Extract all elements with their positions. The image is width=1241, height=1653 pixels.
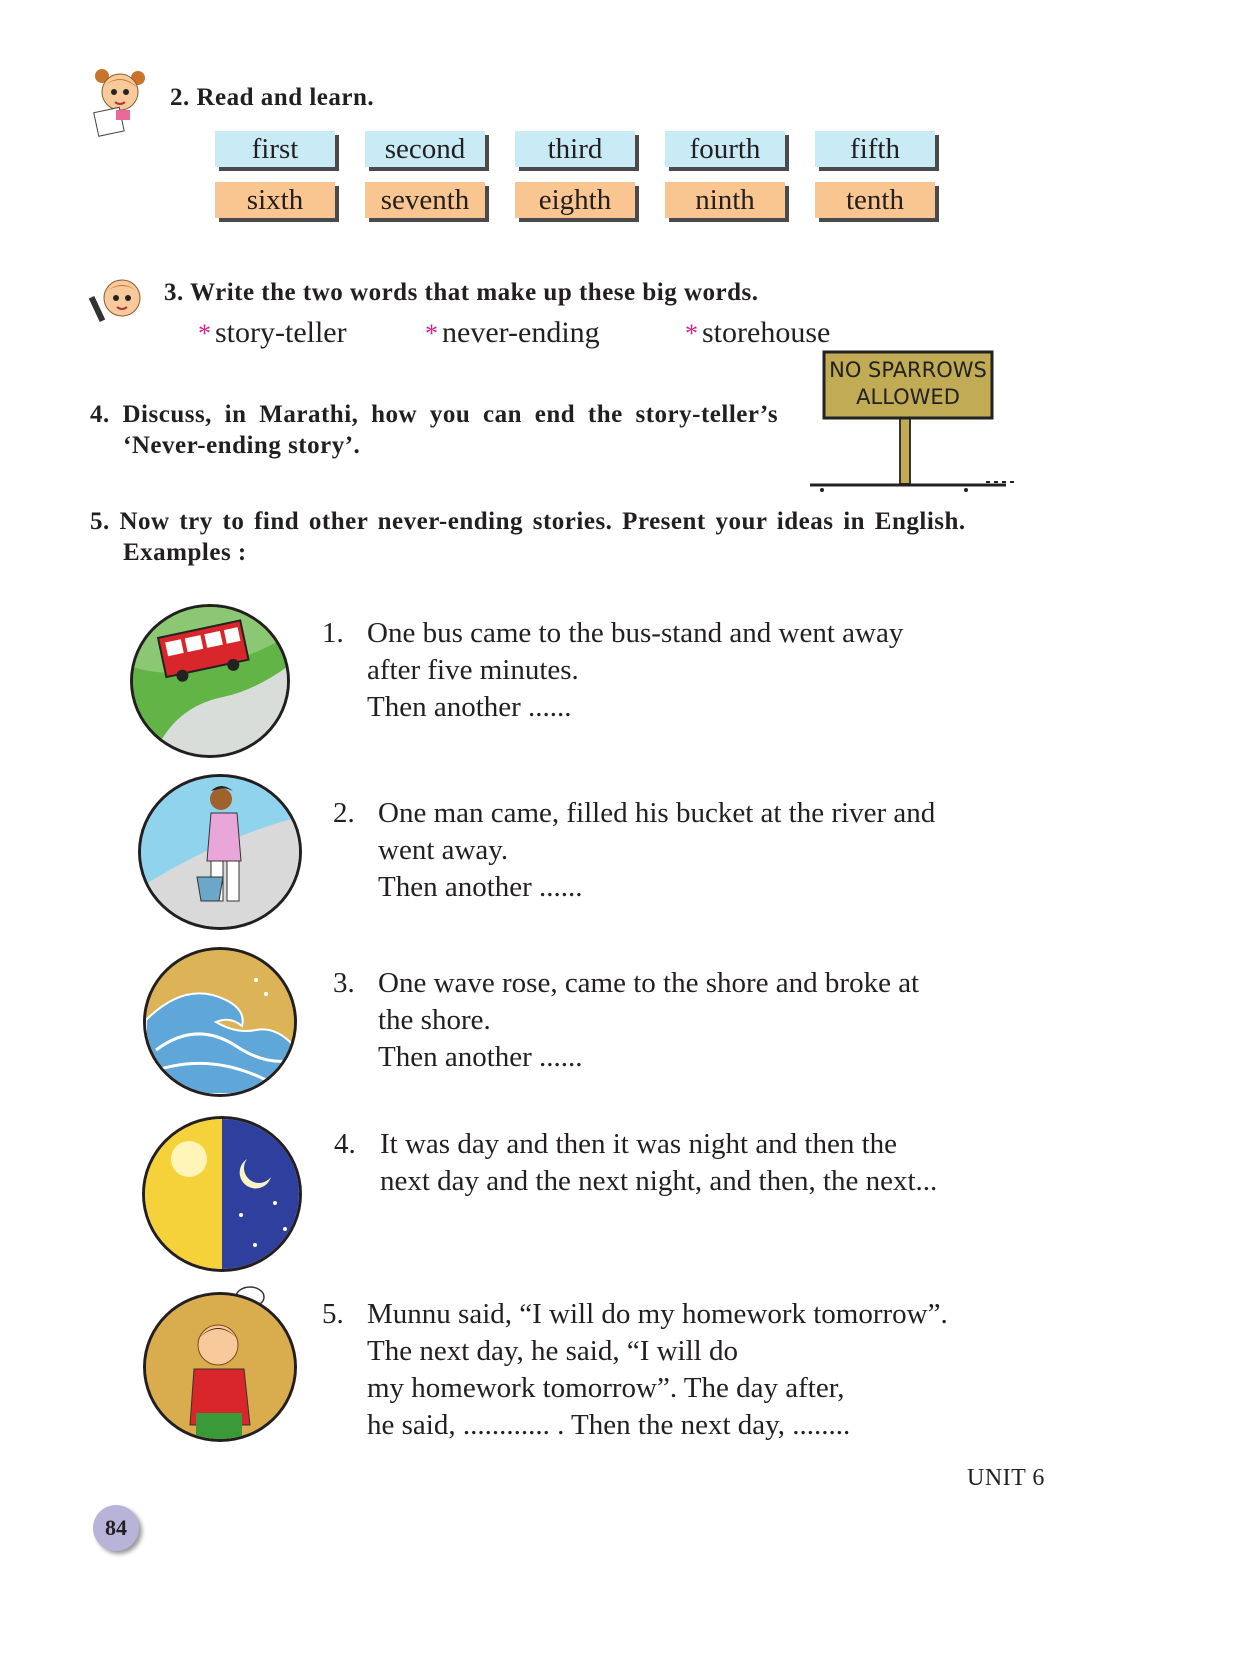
asterisk-bullet-icon: * — [198, 319, 211, 348]
word-item — [198, 316, 347, 350]
ordinal-word-box: seventh — [365, 182, 485, 218]
example-text — [378, 795, 935, 906]
example-line: The next day, he said, “I will do — [367, 1335, 738, 1367]
example-text — [367, 615, 903, 726]
section-4-heading: 4. Discuss, in Marathi, how you can end the story-teller’s — [90, 401, 779, 428]
section-5-heading: 5. Now try to find other never-ending stories. Present your ideas in English. — [90, 508, 966, 535]
section-2-heading: 2. Read and learn. — [170, 84, 375, 111]
ordinal-word-box: eighth — [515, 182, 635, 218]
asterisk-bullet-icon: * — [685, 319, 698, 348]
example-text — [367, 1296, 948, 1444]
no-sparrows-sign — [808, 348, 1018, 494]
example-text — [378, 965, 919, 1076]
girl-reading-icon — [88, 66, 150, 138]
section-5-heading-cont: Examples : — [123, 539, 247, 566]
compound-word: storehouse — [702, 316, 831, 349]
example-line: my homework tomorrow”. The day after, — [367, 1372, 845, 1404]
example-line: One wave rose, came to the shore and broke at — [378, 967, 920, 999]
bus-icon — [130, 604, 290, 758]
example-line: Then another ...... — [367, 691, 572, 723]
ordinal-word-box: second — [365, 131, 485, 167]
ordinal-word-box: tenth — [815, 182, 935, 218]
sign-text-line-1: NO SPARROWS — [829, 358, 987, 382]
ordinal-word-box: first — [215, 131, 335, 167]
example-line: next day and the next night, and then, the next... — [380, 1165, 938, 1197]
example-line: One man came, filled his bucket at the river and — [378, 797, 936, 829]
section-4-heading-cont: ‘Never-ending story’. — [123, 432, 361, 459]
wave-icon — [143, 947, 297, 1097]
example-line: Munnu said, “I will do my homework tomorrow”. — [367, 1298, 948, 1330]
example-number: 3. — [333, 967, 355, 999]
example-line: One bus came to the bus-stand and went away — [367, 617, 904, 649]
example-number: 1. — [322, 617, 344, 649]
example-line: Then another ...... — [378, 871, 583, 903]
compound-word: story-teller — [215, 316, 347, 349]
example-line: It was day and then it was night and then the — [380, 1128, 898, 1160]
ordinal-word-box: third — [515, 131, 635, 167]
section-3-heading: 3. Write the two words that make up these big words. — [164, 279, 759, 306]
example-line: he said, ............ . Then the next day, ........ — [367, 1409, 851, 1441]
word-item — [685, 316, 830, 350]
compound-word: never-ending — [442, 316, 600, 349]
example-line: went away. — [378, 834, 509, 866]
ordinal-word-box: ninth — [665, 182, 785, 218]
boy-writing-icon — [88, 276, 148, 326]
page-number-badge: 84 — [93, 1505, 139, 1551]
asterisk-bullet-icon: * — [425, 319, 438, 348]
example-number: 5. — [322, 1298, 344, 1330]
ordinal-word-box: sixth — [215, 182, 335, 218]
example-line: after five minutes. — [367, 654, 579, 686]
ordinal-word-box: fourth — [665, 131, 785, 167]
unit-label: UNIT 6 — [967, 1465, 1045, 1491]
thinking-boy-icon — [143, 1292, 297, 1442]
example-number: 2. — [333, 797, 355, 829]
example-text — [380, 1126, 937, 1200]
word-item — [425, 316, 600, 350]
example-line: the shore. — [378, 1004, 491, 1036]
sign-text-line-2: ALLOWED — [856, 385, 960, 409]
day-night-icon — [142, 1116, 302, 1272]
example-number: 4. — [334, 1128, 356, 1160]
ordinal-word-box: fifth — [815, 131, 935, 167]
man-with-bucket-icon — [138, 774, 302, 930]
example-line: Then another ...... — [378, 1041, 583, 1073]
